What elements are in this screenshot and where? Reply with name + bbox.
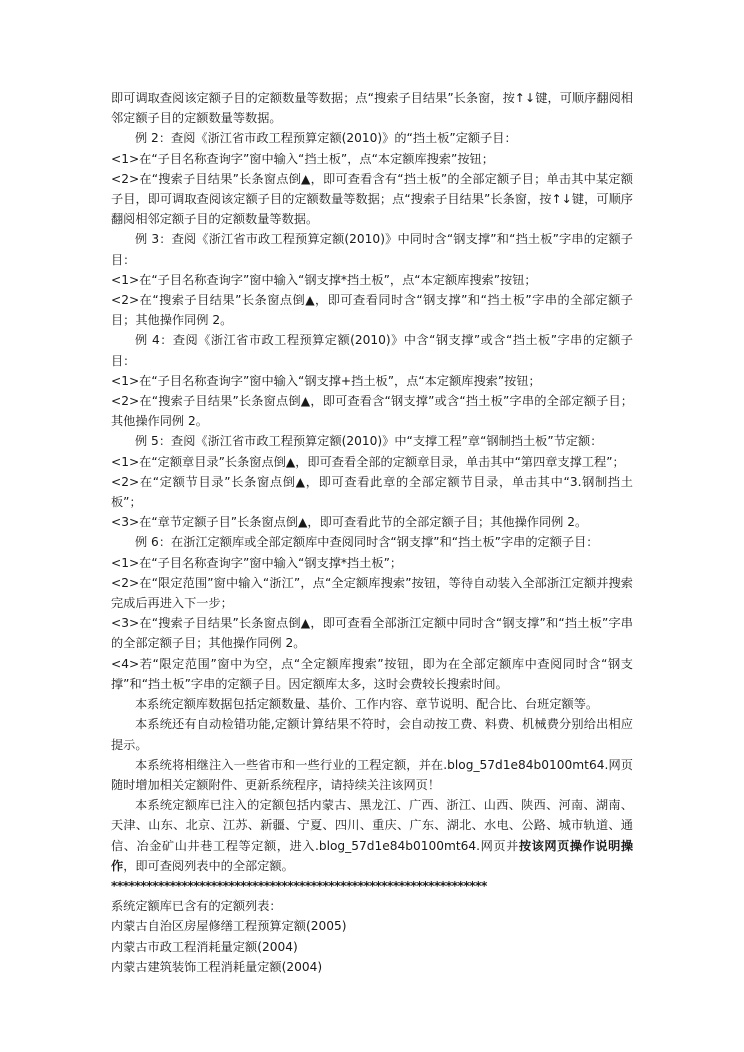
paragraph: <2>在“搜索子目结果”长条窗点倒▲，即可查看含“钢支撑”或含“挡土板”字串的全部定额子目；其他操作同例 2。 <box>111 394 633 429</box>
paragraph: <4>若“限定范围”窗中为空，点“全定额库搜索”按钮，即为在全部定额库中查阅同时含“钢支撑”和“挡土板”字串的定额子目。因定额库太多，这时会费较长搜索时间。 <box>111 656 633 691</box>
bold-instruction: 按该网页操作说明操作 <box>111 838 634 873</box>
paragraph: 例 2：查阅《浙江省市政工程预算定额(2010)》的“挡土板”定额子目： <box>135 131 517 146</box>
last-paragraph <box>111 795 633 876</box>
quota-list <box>111 916 633 977</box>
paragraph: <1>在“子目名称查询字”窗中输入“挡土板”，点“本定额库搜索”按钮； <box>111 151 494 166</box>
paragraph: <2>在“限定范围”窗中输入“浙江”，点“全定额库搜索”按钮，等待自动装入全部浙江定额并搜索完成后再进入下一步； <box>111 575 633 611</box>
paragraph: 即可调取查阅该定额子目的定额数量等数据；点“搜索子目结果”长条窗，按↑↓键，可顺序翻阅相邻定额子目的定额数量等数据。 <box>111 91 633 126</box>
paragraph: <1>在“子目名称查询字”窗中输入“钢支撑+挡土板”，点“本定额库搜索”按钮； <box>111 373 541 388</box>
list-item: 内蒙古自治区房屋修缮工程预算定额(2005) <box>111 919 347 934</box>
last-paragraph-text: 本系统定额库已注入的定额包括内蒙古、黑龙江、广西、浙江、山西、陕西、河南、湖南、天津、山东、北京、江苏、新疆、宁夏、四川、重庆、广东、湖北、水电、公路、城市轨道、通信、冶金矿山井巷工程等定额，进入.blog_57d1e84b0100mt64.网页并 <box>111 798 633 853</box>
list-item: 内蒙古建筑装饰工程消耗量定额(2004) <box>111 959 323 974</box>
paragraph: <2>在“定额节目录”长条窗点倒▲，即可查看此章的全部定额节目录，单击其中“3.钢制挡土板”； <box>111 474 633 510</box>
paragraph: 例 5：查阅《浙江省市政工程预算定额(2010)》中“支撑工程”章“钢制挡土板”节定额： <box>135 434 603 449</box>
paragraph: 例 3：查阅《浙江省市政工程预算定额(2010)》中同时含“钢支撑”和“挡土板”字串的定额子目： <box>111 232 633 267</box>
paragraph: <1>在“定额章目录”长条窗点倒▲，即可查看全部的定额章目录，单击其中“第四章支撑工程”； <box>111 454 625 469</box>
paragraph: <1>在“子目名称查询字”窗中输入“钢支撑*挡土板”； <box>111 555 403 570</box>
paragraph: 例 4：查阅《浙江省市政工程预算定额(2010)》中含“钢支撑”或含“挡土板”字串的定额子目： <box>111 333 633 368</box>
paragraph: <1>在“子目名称查询字”窗中输入“钢支撑*挡土板”，点“本定额库搜索”按钮； <box>111 272 537 287</box>
paragraph: <3>在“搜索子目结果”长条窗点倒▲，即可查看全部浙江定额中同时含“钢支撑”和“挡土板”字串的全部定额子目；其他操作同例 2。 <box>111 616 633 651</box>
paragraph: 本系统还有自动检错功能,定额计算结果不符时，会自动按工费、料费、机械费分别给出相应提示。 <box>111 717 633 752</box>
paragraph: 例 6：在浙江定额库或全部定额库中查阅同时含“钢支撑”和“挡土板”字串的定额子目： <box>135 535 599 550</box>
list-item: 内蒙古市政工程消耗量定额(2004) <box>111 939 298 954</box>
paragraph: <3>在“章节定额子目”长条窗点倒▲，即可查看此节的全部定额子目；其他操作同例 2。 <box>111 515 588 530</box>
body-text <box>111 88 633 795</box>
paragraph: <2>在“搜索子目结果”长条窗点倒▲，即可查看同时含“钢支撑”和“挡土板”字串的全部定额子目；其他操作同例 2。 <box>111 293 633 328</box>
last-paragraph-tail: ，即可查阅列表中的全部定额。 <box>123 858 294 873</box>
paragraph: 本系统将相继注入一些省市和一些行业的工程定额，并在.blog_57d1e84b0100mt64.网页随时增加相关定额附件、更新系统程序，请持续关注该网页！ <box>111 757 633 792</box>
document-page <box>111 88 633 977</box>
paragraph: <2>在“搜索子目结果”长条窗点倒▲，即可查看含有“挡土板”的全部定额子目；单击其中某定额子目，即可调取查阅该定额子目的定额数量等数据；点“搜索子目结果”长条窗，按↑↓键，可顺序翻阅相邻定额子目的定额数量等数据。 <box>111 171 633 227</box>
paragraph: 本系统定额库数据包括定额数量、基价、工作内容、章节说明、配合比、台班定额等。 <box>135 697 599 712</box>
list-title: 系统定额库已含有的定额列表： <box>111 899 282 914</box>
separator-line: **************************************************************** <box>111 878 487 893</box>
